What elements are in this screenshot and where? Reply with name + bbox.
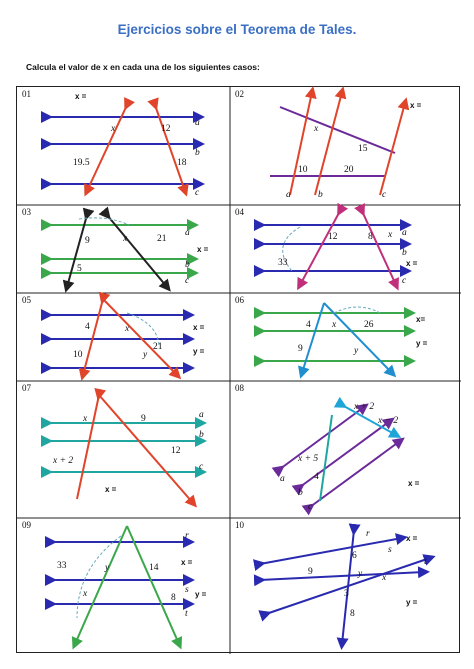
exercise-07 [17, 381, 230, 518]
label-x: x [125, 324, 130, 334]
label-r: r [366, 529, 370, 539]
answer-x: x = [406, 534, 418, 543]
figure-08 [230, 381, 461, 518]
label-3: 3 [344, 589, 349, 599]
label-21: 21 [157, 234, 167, 244]
label-b: b [185, 260, 190, 270]
label-y: y [358, 569, 363, 579]
label-y: y [143, 350, 148, 360]
figure-02 [230, 87, 461, 205]
figure-06 [230, 293, 461, 381]
label-12: 12 [171, 446, 181, 456]
figure-05 [17, 293, 230, 381]
label-4: 4 [306, 320, 311, 330]
label-c: c [199, 462, 204, 472]
label-12: 12 [328, 232, 338, 242]
figure-09 [17, 518, 230, 654]
label-x-plus-2: x + 2 [53, 456, 74, 466]
exercise-04 [230, 205, 461, 293]
answer-x: x= [416, 315, 426, 324]
answer-y: y = [193, 347, 205, 356]
label-12: 12 [161, 124, 171, 134]
label-c: c [402, 276, 407, 286]
label-x: x [314, 124, 319, 134]
label-b: b [402, 248, 407, 258]
label-6: 6 [352, 551, 357, 561]
label-33: 33 [57, 561, 67, 571]
answer-y: y = [195, 590, 207, 599]
label-r: r [185, 531, 189, 541]
label-9: 9 [308, 567, 313, 577]
label-21: 21 [153, 342, 163, 352]
figure-04 [230, 205, 461, 293]
figure-07 [17, 381, 230, 518]
label-b: b [199, 430, 204, 440]
exercise-02 [230, 87, 461, 205]
label-x: x [388, 230, 393, 240]
label-x: x [382, 573, 387, 583]
label-9: 9 [85, 236, 90, 246]
label-8: 8 [171, 593, 176, 603]
label-x-minus-2: x − 2 [378, 416, 399, 426]
figure-03 [17, 205, 230, 293]
label-c: c [195, 188, 200, 198]
label-a: a [185, 228, 190, 238]
exercise-05 [17, 293, 230, 381]
label-10: 10 [298, 165, 308, 175]
exercise-number: 04 [235, 207, 244, 217]
exercise-06 [230, 293, 461, 381]
label-s: s [185, 585, 189, 595]
label-a: a [402, 228, 407, 238]
label-8: 8 [368, 232, 373, 242]
label-9: 9 [141, 414, 146, 424]
label-c: c [308, 502, 313, 512]
label-x-plus-5: x + 5 [298, 454, 319, 464]
label-y: y [354, 346, 359, 356]
label-8: 8 [350, 609, 355, 619]
answer-y: y = [406, 598, 418, 607]
label-19-5: 19.5 [73, 158, 90, 168]
exercise-08 [230, 381, 461, 518]
label-c: c [185, 276, 190, 286]
label-a: a [280, 474, 285, 484]
label-26: 26 [364, 320, 374, 330]
label-4: 4 [314, 472, 319, 482]
label-a: a [195, 118, 200, 128]
label-18: 18 [177, 158, 187, 168]
label-y: y [105, 563, 110, 573]
exercise-number: 01 [22, 89, 31, 99]
label-x: x [123, 234, 128, 244]
exercise-number: 02 [235, 89, 244, 99]
answer-x: x = [193, 323, 205, 332]
label-x-plus-2: x + 2 [354, 402, 375, 412]
label-14: 14 [149, 563, 159, 573]
exercise-number: 10 [235, 520, 244, 530]
label-c: c [382, 190, 387, 200]
exercise-09 [17, 518, 230, 654]
figure-10 [230, 518, 461, 654]
exercise-number: 06 [235, 295, 244, 305]
label-t: t [424, 557, 427, 567]
answer-x: x = [406, 259, 418, 268]
label-x: x [83, 414, 88, 424]
exercise-number: 05 [22, 295, 31, 305]
instructions: Calcula el valor de x en cada una de los siguientes casos: [26, 62, 260, 72]
exercise-01 [17, 87, 230, 205]
label-x: x [83, 589, 88, 599]
label-20: 20 [344, 165, 354, 175]
exercise-number: 08 [235, 383, 244, 393]
label-b: b [195, 148, 200, 158]
exercise-number: 03 [22, 207, 31, 217]
label-b: b [318, 190, 323, 200]
label-5: 5 [77, 264, 82, 274]
answer-x: x = [181, 558, 193, 567]
page-title: Ejercicios sobre el Teorema de Tales. [117, 22, 357, 37]
label-s: s [388, 545, 392, 555]
exercise-grid [16, 86, 460, 653]
label-b: b [298, 488, 303, 498]
exercise-number: 09 [22, 520, 31, 530]
label-10: 10 [73, 350, 83, 360]
answer-y: y = [416, 339, 428, 348]
label-33: 33 [278, 258, 288, 268]
answer-x: x = [410, 101, 422, 110]
answer-x: x = [105, 485, 117, 494]
label-x: x [111, 124, 116, 134]
exercise-10 [230, 518, 461, 654]
figure-01 [17, 87, 230, 205]
label-a: a [199, 410, 204, 420]
answer-x: x = [75, 92, 87, 101]
answer-x: x = [197, 245, 209, 254]
label-x: x [332, 320, 337, 330]
exercise-03 [17, 205, 230, 293]
exercise-number: 07 [22, 383, 31, 393]
label-15: 15 [358, 144, 368, 154]
label-t: t [185, 609, 188, 619]
label-4: 4 [85, 322, 90, 332]
answer-x: x = [408, 479, 420, 488]
label-9: 9 [298, 344, 303, 354]
label-a: a [286, 190, 291, 200]
